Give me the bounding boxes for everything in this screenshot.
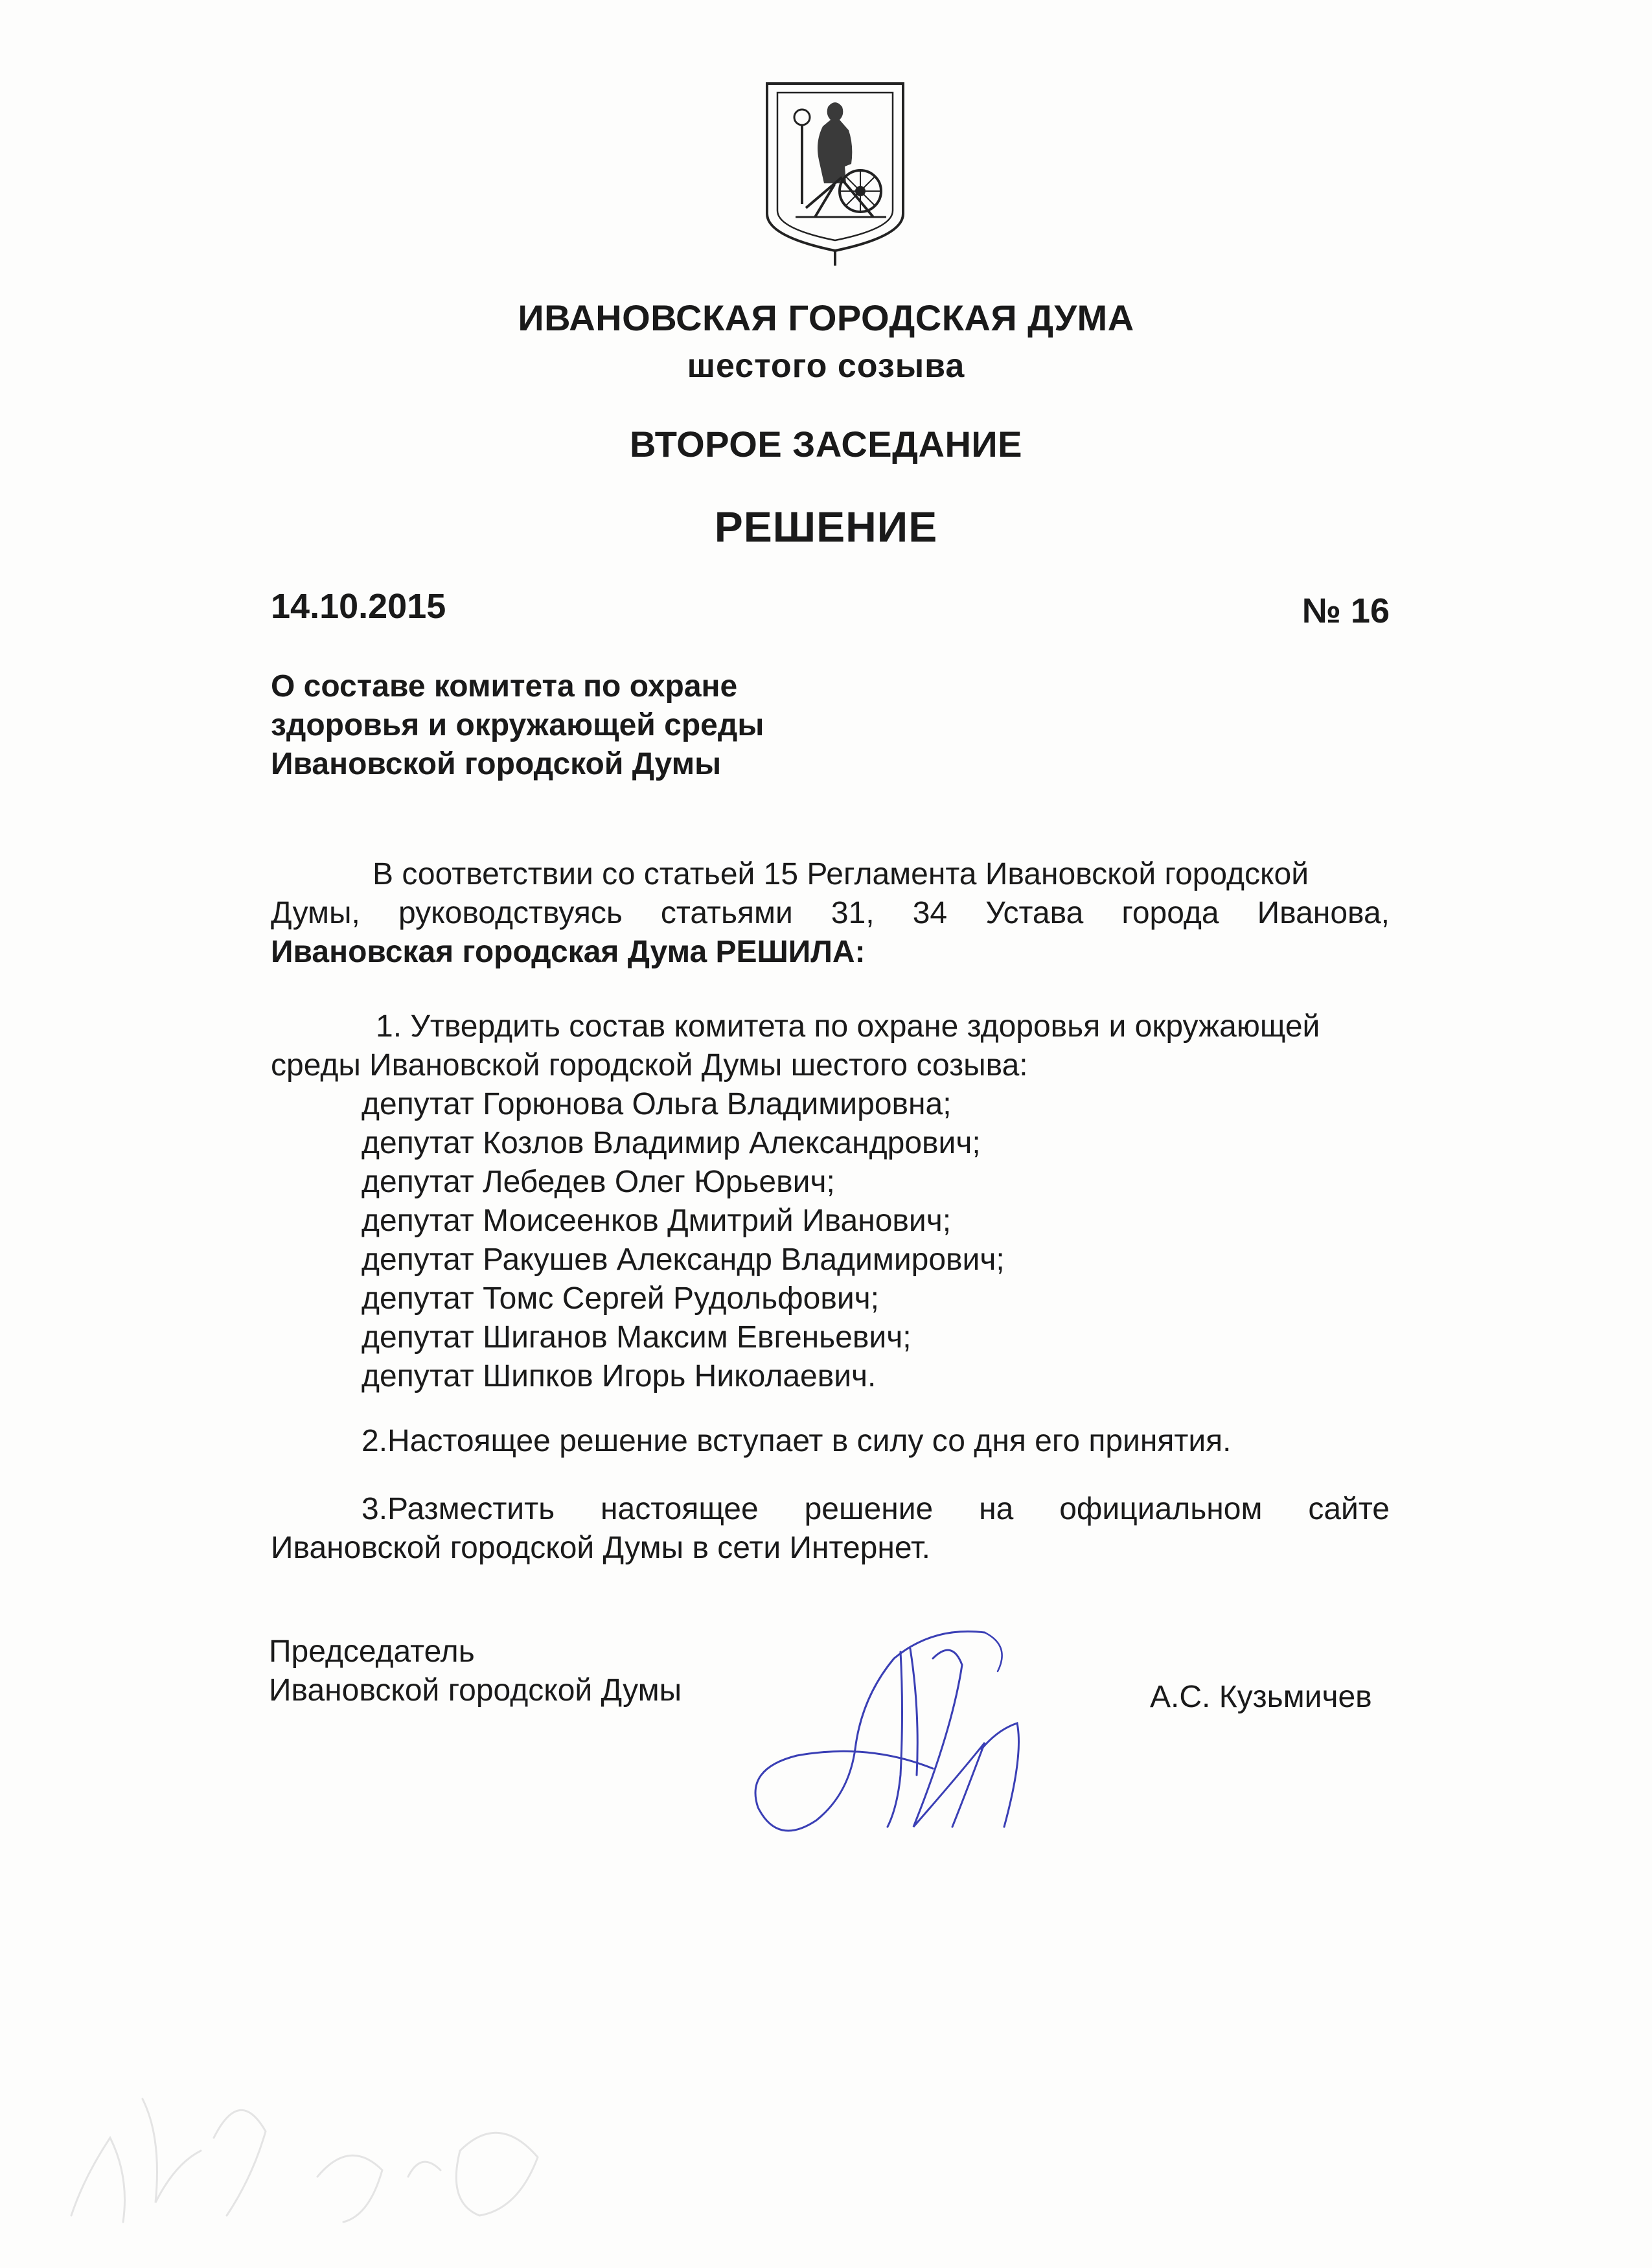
document-date: 14.10.2015 xyxy=(271,587,446,626)
item1-line: 1. Утвердить состав комитета по охране здоровья и окружающей xyxy=(376,1009,1320,1044)
council-name: ИВАНОВСКАЯ ГОРОДСКАЯ ДУМА xyxy=(518,297,1134,338)
member-list-item: депутат Ракушев Александр Владимирович; xyxy=(361,1243,1005,1277)
member-list-item: депутат Козлов Владимир Александрович; xyxy=(361,1126,981,1160)
subject-line: здоровья и окружающей среды xyxy=(271,708,764,742)
document-type: РЕШЕНИЕ xyxy=(714,503,938,551)
convocation-label: шестого созыва xyxy=(687,347,965,385)
handwritten-signature xyxy=(739,1613,1075,1885)
item3-line: 3.Разместить настоящее решение на официальном сайте xyxy=(361,1492,1390,1526)
session-title: ВТОРОЕ ЗАСЕДАНИЕ xyxy=(629,424,1023,464)
item3-line: Ивановской городской Думы в сети Интернет. xyxy=(271,1531,930,1565)
member-list-item: депутат Шиганов Максим Евгеньевич; xyxy=(361,1320,912,1355)
preamble-line: В соответствии со статьей 15 Регламента Ивановской городской xyxy=(373,857,1309,891)
member-list-item: депутат Шипков Игорь Николаевич. xyxy=(361,1359,877,1393)
item2-line: 2.Настоящее решение вступает в силу со дня его принятия. xyxy=(361,1424,1232,1458)
coat-of-arms-emblem xyxy=(763,81,907,266)
member-list-item: депутат Томс Сергей Рудольфович; xyxy=(361,1281,879,1316)
signatory-position: Председатель xyxy=(269,1634,475,1669)
subject-line: О составе комитета по охране xyxy=(271,669,738,704)
faint-bleed-through-marks xyxy=(45,2008,628,2254)
signatory-name: А.С. Кузьмичев xyxy=(1150,1680,1372,1714)
preamble-line: Думы, руководствуясь статьями 31, 34 Устава города Иванова, xyxy=(271,896,1390,930)
document-number: № 16 xyxy=(1302,591,1390,630)
subject-line: Ивановской городской Думы xyxy=(271,747,722,781)
signatory-position: Ивановской городской Думы xyxy=(269,1673,682,1708)
member-list-item: депутат Лебедев Олег Юрьевич; xyxy=(361,1165,835,1199)
member-list-item: депутат Горюнова Ольга Владимировна; xyxy=(361,1087,952,1121)
item1-line: среды Ивановской городской Думы шестого созыва: xyxy=(271,1048,1028,1082)
member-list-item: депутат Моисеенков Дмитрий Иванович; xyxy=(361,1204,952,1238)
preamble-decision-line: Ивановская городская Дума РЕШИЛА: xyxy=(271,935,866,969)
